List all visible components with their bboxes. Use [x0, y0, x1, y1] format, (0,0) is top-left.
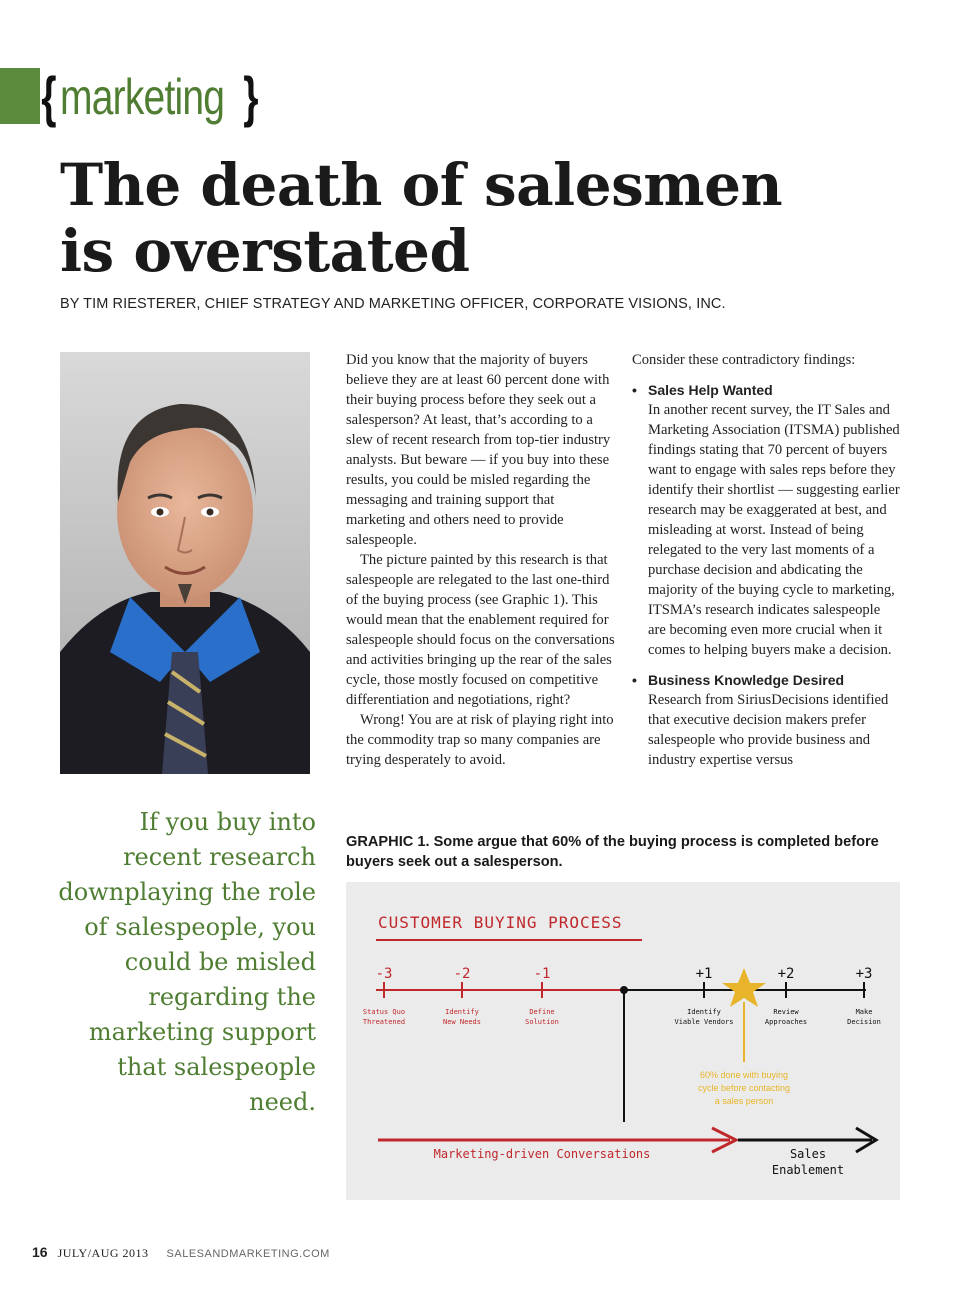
stage-label: Review	[773, 1008, 799, 1016]
tick-label: -1	[533, 966, 551, 982]
stage-label: Define	[529, 1008, 555, 1016]
pull-quote: If you buy into recent research downplaying the role of salespeople, you could be misled regarding the marketing support that salespeople need.	[58, 808, 316, 1116]
stage-label: New Needs	[443, 1018, 481, 1026]
bullet-heading-business-knowledge	[632, 670, 900, 690]
marketing-arrow-label: Marketing-driven Conversations	[433, 1147, 651, 1161]
headline-line-1: The death of salesmen	[60, 151, 783, 219]
section-label	[38, 66, 262, 128]
body-paragraph: Wrong! You are at risk of playing right into the commodity trap so many companies are trying desperately to avoid.	[346, 712, 614, 768]
tick-label: +3	[855, 966, 873, 982]
stage-label: Identify	[687, 1008, 721, 1016]
stage-label: Identify	[445, 1008, 479, 1016]
article-column-1	[346, 350, 616, 770]
bullet-body: In another recent survey, the IT Sales and Marketing Association (ITSMA) published findings stating that 70 percent of buyers want to engage with sales reps before they identify their shortlist — suggesting earlier research may be exaggerated at best, and misleading at worst. Instead of being relegated to the very last moments of a purchase decision and abdicating the majority of the buying cycle to marketing, ITSMA’s research indicates salespeople are becoming even more crucial when it comes to helping buyers make a decision.	[648, 402, 900, 658]
page-number: 16	[32, 1244, 48, 1260]
tick-label: +1	[695, 966, 713, 982]
author-photo	[60, 352, 310, 774]
bullet-body: Research from SiriusDecisions identified that executive decision makers prefer salespeople who provide business and industry expertise versus	[648, 692, 889, 768]
bullet-heading-text: Sales Help Wanted	[648, 382, 773, 398]
stage-label: Status Quo	[362, 1008, 406, 1016]
bullet-heading-sales-help	[632, 380, 900, 400]
issue-date: JULY/AUG 2013	[57, 1246, 149, 1260]
timeline-tick	[765, 966, 807, 1026]
tick-label: -2	[453, 966, 471, 982]
article-column-2	[632, 350, 900, 770]
stage-label: Approaches	[764, 1018, 808, 1026]
star-note-line: cycle before contacting	[697, 1083, 791, 1093]
stage-label: Solution	[525, 1018, 559, 1026]
star-icon	[722, 968, 766, 1007]
sales-arrow-label: Sales	[789, 1147, 827, 1161]
bullet-icon: •	[632, 672, 637, 688]
buying-process-graphic	[346, 882, 900, 1200]
section-name: marketing	[59, 69, 225, 125]
timeline-tick	[847, 966, 881, 1026]
timeline-tick	[525, 966, 559, 1026]
star-note-line: a sales person	[714, 1096, 774, 1106]
graphic-title: CUSTOMER BUYING PROCESS	[378, 913, 623, 932]
graphic-caption: GRAPHIC 1. Some argue that 60% of the buying process is completed before buyers seek out a salesperson.	[346, 834, 879, 870]
article-byline: BY TIM RIESTERER, CHIEF STRATEGY AND MARKETING OFFICER, CORPORATE VISIONS, INC.	[60, 296, 726, 312]
buying-process-diagram	[346, 882, 900, 1200]
star-note-line: 60% done with buying	[699, 1070, 789, 1080]
stage-label: Threatened	[362, 1018, 406, 1026]
sales-arrow-label: Enablement	[771, 1163, 845, 1177]
body-paragraph: Consider these contradictory findings:	[632, 352, 856, 368]
tick-label: -3	[375, 966, 393, 982]
timeline-tick	[443, 966, 481, 1026]
sales-contact-point	[620, 986, 628, 994]
headline-line-2: is overstated	[60, 217, 470, 285]
timeline-tick	[674, 966, 733, 1026]
timeline-tick	[363, 966, 405, 1026]
section-color-bar	[0, 68, 40, 124]
body-paragraph: Did you know that the majority of buyers believe they are at least 60 percent done with their buying process before they seek out a salesperson? At least, that’s according to a slew of recent research from top-tier industry analysts. But beware — if you buy into these results, you could be misled regarding the messaging and training support that marketing and others need to provide salespeople.	[346, 352, 611, 548]
body-paragraph: The picture painted by this research is that salespeople are relegated to the last one-third of the buying process (see Graphic 1). This would mean that the enablement required for salespeople should focus on the conversations and activities bringing up the rear of the sales cycle, those mostly focused on competitive differentiation and negotiations, right?	[346, 552, 615, 708]
publication-name: SALESANDMARKETING.COM	[166, 1248, 330, 1260]
bullet-heading-text: Business Knowledge Desired	[648, 672, 845, 688]
bullet-icon: •	[632, 382, 637, 398]
author-portrait-image	[60, 352, 310, 774]
stage-label: Make	[855, 1008, 873, 1016]
stage-label: Decision	[847, 1018, 881, 1026]
section-open-brace: {	[41, 65, 57, 128]
section-close-brace: }	[243, 65, 259, 128]
page-footer	[32, 1244, 330, 1261]
stage-label: Viable Vendors	[674, 1018, 734, 1026]
article-headline	[60, 152, 920, 284]
tick-label: +2	[777, 966, 795, 982]
